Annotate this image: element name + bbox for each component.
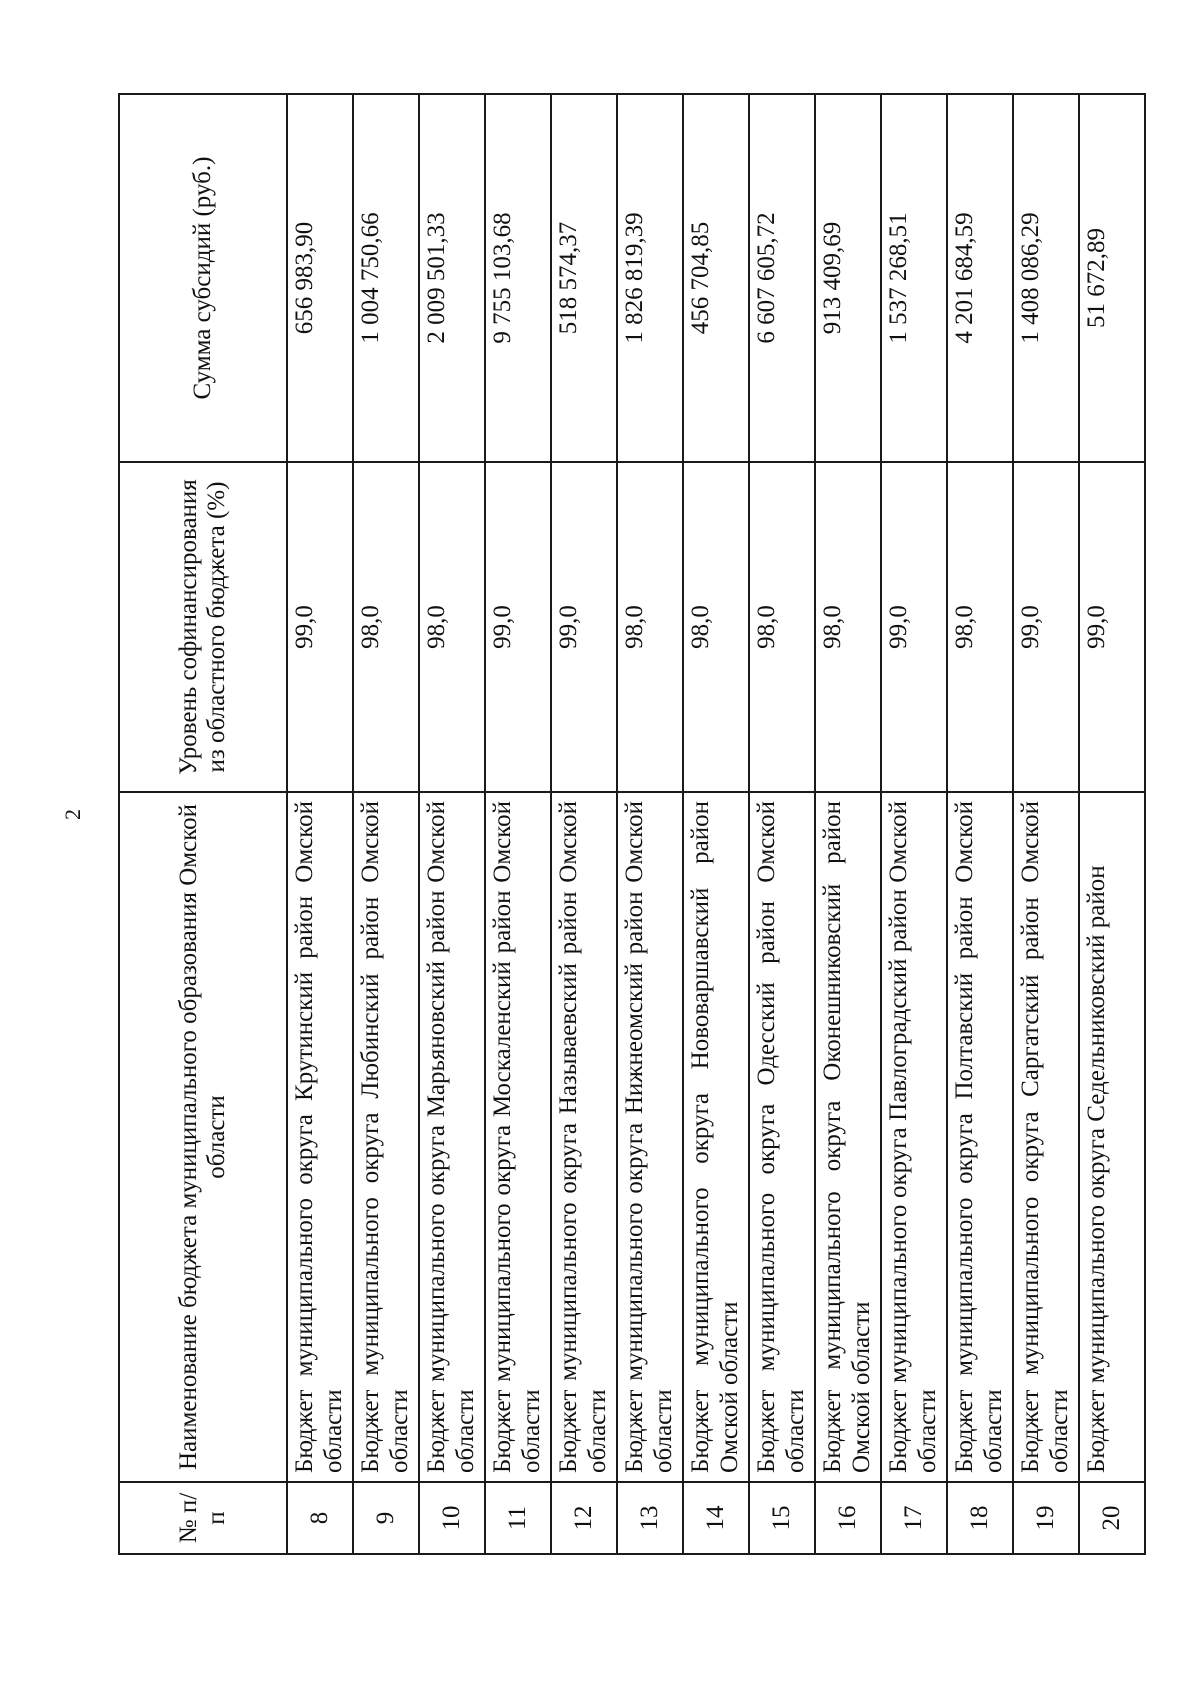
table-row xyxy=(485,94,551,1554)
table-row xyxy=(683,94,749,1554)
table-row xyxy=(617,94,683,1554)
cofinancing-level: 99,0 xyxy=(287,462,353,792)
budget-name: Бюджет муниципального округа Нижнеомский район Омской области xyxy=(617,792,683,1482)
budget-name: Бюджет муниципального округа Саргатский район Омской области xyxy=(1013,792,1079,1482)
row-number: 8 xyxy=(287,1482,353,1554)
budget-name: Бюджет муниципального округа Седельниковский район xyxy=(1079,792,1145,1482)
subsidy-sum: 51 672,89 xyxy=(1079,94,1145,462)
table-row xyxy=(947,94,1013,1554)
subsidy-sum: 4 201 684,59 xyxy=(947,94,1013,462)
subsidy-sum: 1 826 819,39 xyxy=(617,94,683,462)
table-row xyxy=(287,94,353,1554)
row-number: 9 xyxy=(353,1482,419,1554)
cofinancing-level: 98,0 xyxy=(749,462,815,792)
row-number: 20 xyxy=(1079,1482,1145,1554)
budget-name: Бюджет муниципального округа Марьяновский район Омской области xyxy=(419,792,485,1482)
budget-name: Бюджет муниципального округа Полтавский район Омской области xyxy=(947,792,1013,1482)
cofinancing-level: 98,0 xyxy=(617,462,683,792)
header-num: № п/п xyxy=(119,1482,287,1554)
budget-name: Бюджет муниципального округа Нововаршавский район Омской области xyxy=(683,792,749,1482)
subsidy-sum: 456 704,85 xyxy=(683,94,749,462)
budget-name: Бюджет муниципального округа Москаленский район Омской области xyxy=(485,792,551,1482)
cofinancing-level: 99,0 xyxy=(1013,462,1079,792)
subsidy-sum: 1 537 268,51 xyxy=(881,94,947,462)
header-sum: Сумма субсидий (руб.) xyxy=(119,94,287,462)
cofinancing-level: 98,0 xyxy=(815,462,881,792)
header-level: Уровень софинансирования из областного бюджета (%) xyxy=(119,462,287,792)
table-row xyxy=(749,94,815,1554)
subsidy-table xyxy=(118,93,1146,1555)
subsidy-sum: 1 408 086,29 xyxy=(1013,94,1079,462)
budget-name: Бюджет муниципального округа Оконешниковский район Омской области xyxy=(815,792,881,1482)
table-row xyxy=(1079,94,1145,1554)
table-row xyxy=(815,94,881,1554)
subsidy-sum: 913 409,69 xyxy=(815,94,881,462)
table-row xyxy=(1013,94,1079,1554)
budget-name: Бюджет муниципального округа Называевский район Омской области xyxy=(551,792,617,1482)
table-body xyxy=(287,94,1145,1554)
row-number: 16 xyxy=(815,1482,881,1554)
subsidy-sum: 2 009 501,33 xyxy=(419,94,485,462)
cofinancing-level: 99,0 xyxy=(1079,462,1145,792)
row-number: 13 xyxy=(617,1482,683,1554)
rotated-table-sheet xyxy=(118,95,1125,1555)
table-row xyxy=(881,94,947,1554)
header-row xyxy=(119,94,287,1554)
subsidy-sum: 9 755 103,68 xyxy=(485,94,551,462)
table-row xyxy=(353,94,419,1554)
page-number: 2 xyxy=(60,809,85,820)
cofinancing-level: 98,0 xyxy=(353,462,419,792)
table-row xyxy=(551,94,617,1554)
subsidy-sum: 6 607 605,72 xyxy=(749,94,815,462)
subsidy-sum: 518 574,37 xyxy=(551,94,617,462)
cofinancing-level: 99,0 xyxy=(881,462,947,792)
row-number: 10 xyxy=(419,1482,485,1554)
table-row xyxy=(419,94,485,1554)
cofinancing-level: 98,0 xyxy=(683,462,749,792)
budget-name: Бюджет муниципального округа Крутинский район Омской области xyxy=(287,792,353,1482)
subsidy-sum: 1 004 750,66 xyxy=(353,94,419,462)
header-name: Наименование бюджета муниципального образования Омской области xyxy=(119,792,287,1482)
row-number: 18 xyxy=(947,1482,1013,1554)
budget-name: Бюджет муниципального округа Одесский район Омской области xyxy=(749,792,815,1482)
row-number: 17 xyxy=(881,1482,947,1554)
cofinancing-level: 99,0 xyxy=(485,462,551,792)
budget-name: Бюджет муниципального округа Павлоградский район Омской области xyxy=(881,792,947,1482)
cofinancing-level: 99,0 xyxy=(551,462,617,792)
row-number: 14 xyxy=(683,1482,749,1554)
budget-name: Бюджет муниципального округа Любинский район Омской области xyxy=(353,792,419,1482)
row-number: 11 xyxy=(485,1482,551,1554)
subsidy-sum: 656 983,90 xyxy=(287,94,353,462)
row-number: 12 xyxy=(551,1482,617,1554)
row-number: 15 xyxy=(749,1482,815,1554)
cofinancing-level: 98,0 xyxy=(947,462,1013,792)
cofinancing-level: 98,0 xyxy=(419,462,485,792)
row-number: 19 xyxy=(1013,1482,1079,1554)
